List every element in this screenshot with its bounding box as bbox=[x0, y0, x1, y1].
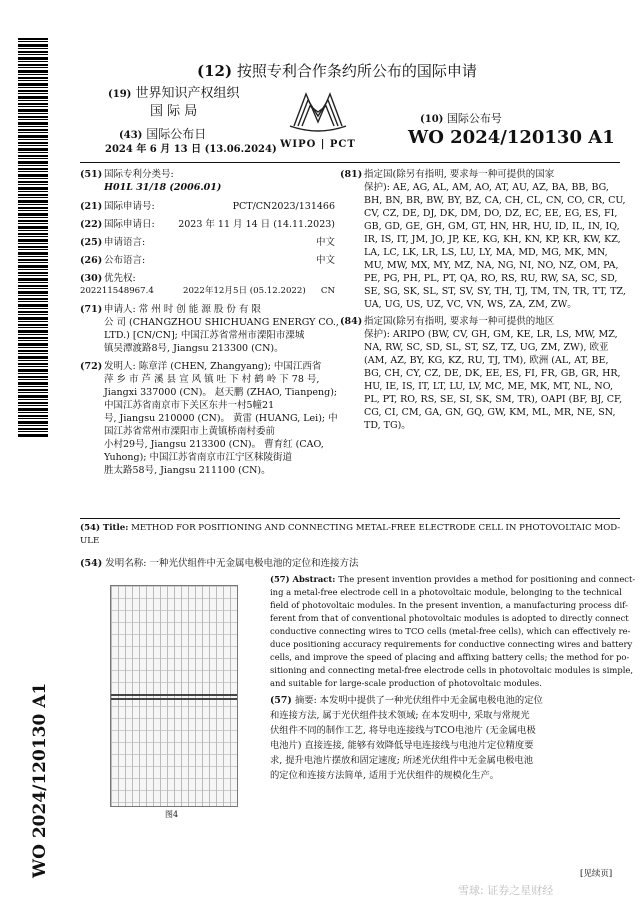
wipo-emblem-icon bbox=[278, 86, 358, 134]
designated-state-line: UA, UG, US, UZ, VC, VN, WS, ZA, ZM, ZW。 bbox=[364, 299, 577, 310]
org-bureau: 国 际 局 bbox=[150, 104, 198, 119]
abstract-en-line: ing a metal-free electrode cell in a photovoltaic module, belonging to the technical bbox=[270, 587, 622, 597]
publication-date-label: (43) 国际公布日 bbox=[119, 127, 207, 141]
abstract-zh-text: 摘要: 本发明中提供了一种光伏组件中无金属电极电池的定位 bbox=[294, 695, 543, 706]
title-en-line: METHOD FOR POSITIONING AND CONNECTING METAL-FREE ELECTRODE CELL IN PHOTOVOLTAIC MOD- bbox=[131, 523, 621, 533]
abstract-en-label: Abstract: bbox=[292, 574, 339, 584]
regional-state-line: HU, IE, IS, IT, LT, LU, LV, MC, ME, MK, MT, NL, NO, bbox=[364, 381, 613, 392]
drawing-figure-4 bbox=[110, 585, 238, 807]
designated-state-line: MU, MW, MX, MY, MZ, NA, NG, NI, NO, NZ, OM, PA, bbox=[364, 260, 619, 271]
abstract-en-line: duce positioning accuracy requirements for conductive connecting wires and battery bbox=[270, 639, 633, 649]
field-81-designated-states: (81) 指定国(除另有指明, 要求每一种可提供的国家 保护): AE, AG, AL, AM, AO, AT, AU, AZ, BA, BB, BG, BH, BN, BR, BW, BY, BZ, CA, CH, CL, CN, CO, CR, CU, CV, CZ, DE, DJ, DK, DM, DO, DZ, EC, EE, EG, ES, FI, GB, GD, GE, GH, GM, GT, HN, HR, HU, ID, IL, IN, IQ, IR, IS, IT, JM, JO, JP, KE, KG, KH, KN, KP, KR, KW, KZ, LA, LC, LK, LR, LS, LU, LY, MA, MD, MG, MK, MN, MU, MW, MX, MY, MZ, NA, NG, NI, NO, NZ, OM, PA, PE, PG, PH, PL, PT, QA, RO, RS, RU, RW, SA, SC, SD, SE, SG, SK, SL, ST, SV, SY, TH, TJ, TM, TN, TR, TT, TZ, UA, UG, US, UZ, VC, VN, WS, ZA, ZM, ZW。 bbox=[340, 169, 626, 310]
bibliographic-left bbox=[80, 168, 339, 477]
wipo-logo bbox=[278, 86, 358, 150]
abstract-en-line: sitioning and connecting metal-free electrode cells in photovoltaic modules is simple, bbox=[270, 665, 633, 675]
org-name: (19) 世界知识产权组织 bbox=[108, 86, 240, 101]
inventor-line: 国江苏省常州市溧阳市上黄镇桥南村委前 bbox=[104, 426, 276, 437]
designated-state-line: CV, CZ, DE, DJ, DK, DM, DO, DZ, EC, EE, EG, ES, FI, bbox=[364, 208, 618, 219]
ipc-classification: H01L 31/18 (2006.01) bbox=[104, 182, 222, 193]
inventor-line: 胜太路58号, Jiangsu 211100 (CN)。 bbox=[104, 465, 271, 476]
inventor-line: Jiangxi 337000 (CN)。 赵天鹏 (ZHAO, Tianpeng); bbox=[104, 387, 338, 398]
designated-state-line: 保护): AE, AG, AL, AM, AO, AT, AU, AZ, BA, BB, BG, bbox=[364, 182, 609, 193]
abstract-zh-line: 求, 提升电池片摆放和固定速度; 所述光伏组件中无金属电极电池 bbox=[270, 755, 534, 766]
abstract-zh-line: 电池片) 直接连接, 能够有效降低导电连接线与电池片定位精度要 bbox=[270, 740, 534, 751]
applicant-line: LTD.) [CN/CN]; 中国江苏省常州市溧阳市溧城 bbox=[104, 330, 305, 341]
inventor-line: Yuhong); 中国江苏省南京市江宁区秣陵街道 bbox=[104, 452, 293, 463]
header-divider bbox=[80, 162, 620, 163]
abstract-en-line: ferent from that of conventional photovoltaic modules is adopted to directly connect bbox=[270, 613, 629, 623]
designated-state-line: SE, SG, SK, SL, ST, SV, SY, TH, TJ, TM, TN, TR, TT, TZ, bbox=[364, 286, 626, 297]
priority-entry: 202211548967.4 2022年12月5日 (05.12.2022) CN bbox=[80, 286, 335, 296]
field-72-inventors: (72) 发明人: 陈章洋 (CHEN, Zhangyang); 中国江西省 萍 乡 市 芦 溪 县 宣 风 镇 吐 下 村 鹤 岭 下 78 号, Jiangxi 337000 (CN)。 赵天鹏 (ZHAO, Tianpeng); 中国江苏省南京市下关区东井一村5幢21 号, Jiangsu 210000 (CN)。 黄雷 (HUANG, Lei); 中 国江苏省常州市溧阳市上黄镇桥南村委前 小村29号, Jiangsu 213300 (CN)。 曹育红 (CAO, Yuhong); 中国江苏省南京市江宁区秣陵街道 胜太路58号, Jiangsu 211100 (CN)。 bbox=[80, 361, 338, 476]
bibliographic-right bbox=[340, 168, 626, 432]
regional-state-line: CG, CI, CM, GA, GN, GQ, GW, KM, ML, MR, NE, SN, bbox=[364, 407, 616, 418]
regional-state-line: PL, PT, RO, RS, SE, SI, SK, SM, TR), OAPI (BF, BJ, CF, bbox=[364, 394, 623, 405]
applicant-line: 申请人: 常 州 时 创 能 源 股 份 有 限 bbox=[104, 304, 261, 315]
application-number: PCT/CN2023/131466 bbox=[232, 201, 335, 212]
inventor-line: 小村29号, Jiangsu 213300 (CN)。 曹育红 (CAO, bbox=[104, 439, 324, 450]
abstract-en-line bbox=[270, 573, 636, 586]
biblio-divider bbox=[80, 518, 620, 519]
designated-state-line: BH, BN, BR, BW, BY, BZ, CA, CH, CL, CN, CO, CR, CU, bbox=[364, 195, 626, 206]
abstract-zh-line: 的定位和连接方法简单, 适用于光伏组件的规模化生产。 bbox=[270, 770, 500, 781]
abstract-zh-line: 伏组件不同的制作工艺, 将导电连接线与TCO电池片 (无金属电极 bbox=[270, 725, 536, 736]
publication-number-label: (10) 国际公布号 bbox=[420, 112, 502, 125]
barcode bbox=[18, 38, 48, 438]
abstract-en-number: (57) bbox=[270, 574, 293, 584]
regional-state-line: TD, TG)。 bbox=[364, 420, 411, 431]
title-en: (54) Title: METHOD FOR POSITIONING AND CONNECTING METAL-FREE ELECTRODE CELL IN PHOTOVOLTAIC MOD- ULE bbox=[80, 522, 625, 548]
publication-date-value: 2024 年 6 月 13 日 (13.06.2024) bbox=[105, 144, 277, 155]
figure-caption: 图4 bbox=[165, 810, 179, 819]
regional-state-line: NA, RW, SC, SD, SL, ST, SZ, TZ, UG, ZM, ZW), 欧亚 bbox=[364, 342, 609, 353]
field-21: (21) 国际申请号: PCT/CN2023/131466 bbox=[80, 201, 335, 212]
regional-state-line: 指定国(除另有指明, 要求每一种可提供的地区 bbox=[364, 316, 555, 327]
regional-state-line: BG, CH, CY, CZ, DE, DK, EE, ES, FI, FR, GB, GR, HR, bbox=[364, 368, 621, 379]
title-en-line: ULE bbox=[80, 536, 100, 546]
document-title: (12) 按照专利合作条约所公布的国际申请 bbox=[197, 62, 477, 80]
wipo-pct-text: WIPO | PCT bbox=[280, 139, 356, 150]
abstract-en bbox=[270, 573, 636, 690]
designated-state-line: PE, PG, PH, PL, PT, QA, RO, RS, RU, RW, SA, SC, SD, bbox=[364, 273, 618, 284]
abstract-zh-line: 和连接方法, 属于光伏组件技术领域; 在本发明中, 采取与常规光 bbox=[270, 710, 530, 721]
field-25: (25) 申请语言: 中文 bbox=[80, 237, 335, 248]
designated-state-line: GB, GD, GE, GH, GM, GT, HN, HR, HU, ID, IL, IN, IQ, bbox=[364, 221, 620, 232]
inventor-line: 发明人: 陈章洋 (CHEN, Zhangyang); 中国江西省 bbox=[104, 361, 322, 372]
abstract-zh-line bbox=[270, 693, 620, 708]
designated-state-line: 指定国(除另有指明, 要求每一种可提供的国家 bbox=[364, 169, 555, 180]
watermark: 雪球: 证券之星财经 bbox=[458, 884, 554, 897]
filing-date: 2023 年 11 月 14 日 (14.11.2023) bbox=[178, 219, 335, 230]
inventor-line: 号, Jiangsu 210000 (CN)。 黄雷 (HUANG, Lei); 中 bbox=[104, 413, 338, 424]
field-30: (30) 优先权: bbox=[80, 273, 136, 284]
vertical-publication-number: WO 2024/120130 A1 bbox=[30, 682, 50, 878]
applicant-line: 公 司 (CHANGZHOU SHICHUANG ENERGY CO., bbox=[104, 317, 339, 328]
inventor-line: 中国江苏省南京市下关区东井一村5幢21 bbox=[104, 400, 275, 411]
continued-note: [见续页] bbox=[580, 869, 613, 879]
inventor-line: 萍 乡 市 芦 溪 县 宣 风 镇 吐 下 村 鹤 岭 下 78 号, bbox=[104, 374, 320, 385]
designated-state-line: IR, IS, IT, JM, JO, JP, KE, KG, KH, KN, KP, KR, KW, KZ, bbox=[364, 234, 621, 245]
field-84-regional-states: (84) 指定国(除另有指明, 要求每一种可提供的地区 保护): ARIPO (BW, CV, GH, GM, KE, LR, LS, MW, MZ, NA, RW, SC, SD, SL, ST, SZ, TZ, UG, ZM, ZW), 欧亚 (AM, AZ, BY, KG, KZ, RU, TJ, TM), 欧洲 (AL, AT, BE, BG, CH, CY, CZ, DE, DK, EE, ES, FI, FR, GB, GR, HR, HU, IE, IS, IT, LT, LU, LV, MC, ME, MK, MT, NL, NO, PL, PT, RO, RS, SE, SI, SK, SM, TR), OAPI (BF, BJ, CF, CG, CI, CM, GA, GN, GQ, GW, KM, ML, MR, NE, SN, TD, TG)。 bbox=[340, 316, 623, 431]
applicant-line: 镇吴潭渡路8号, Jiangsu 213300 (CN)。 bbox=[104, 343, 284, 354]
abstract-zh bbox=[270, 693, 620, 783]
abstract-en-line: field of photovoltaic modules. In the present invention, a manufacturing process dif- bbox=[270, 600, 628, 610]
abstract-en-text: The present invention provides a method for positioning and connect- bbox=[338, 574, 636, 584]
publication-number: WO 2024/120130 A1 bbox=[408, 127, 615, 148]
abstract-en-line: cells, and improve the speed of placing and affixing battery cells; the method for po- bbox=[270, 652, 630, 662]
field-26: (26) 公布语言: 中文 bbox=[80, 255, 335, 266]
field-71-applicant: (71) 申请人: 常 州 时 创 能 源 股 份 有 限 公 司 (CHANGZHOU SHICHUANG ENERGY CO., LTD.) [CN/CN]; 中国江苏省常州市溧阳市溧城 镇吴潭渡路8号, Jiangsu 213300 (CN)。 bbox=[80, 304, 339, 354]
regional-state-line: 保护): ARIPO (BW, CV, GH, GM, KE, LR, LS, MW, MZ, bbox=[364, 329, 618, 340]
abstract-en-line: conductive connecting wires to TCO cells (metal-free cells), which can effectively re- bbox=[270, 626, 631, 636]
designated-state-line: LA, LC, LK, LR, LS, LU, LY, MA, MD, MG, MK, MN, bbox=[364, 247, 608, 258]
abstract-zh-number: (57) bbox=[270, 695, 295, 706]
title-zh: (54) 发明名称: 一种光伏组件中无金属电极电池的定位和连接方法 bbox=[80, 558, 359, 569]
regional-state-line: (AM, AZ, BY, KG, KZ, RU, TJ, TM), 欧洲 (AL, AT, BE, bbox=[364, 355, 609, 366]
field-51: (51) 国际专利分类号: bbox=[80, 169, 174, 180]
abstract-en-line: and suitable for large-scale production of photovoltaic modules. bbox=[270, 678, 542, 688]
field-22: (22) 国际申请日: 2023 年 11 月 14 日 (14.11.2023) bbox=[80, 219, 335, 230]
